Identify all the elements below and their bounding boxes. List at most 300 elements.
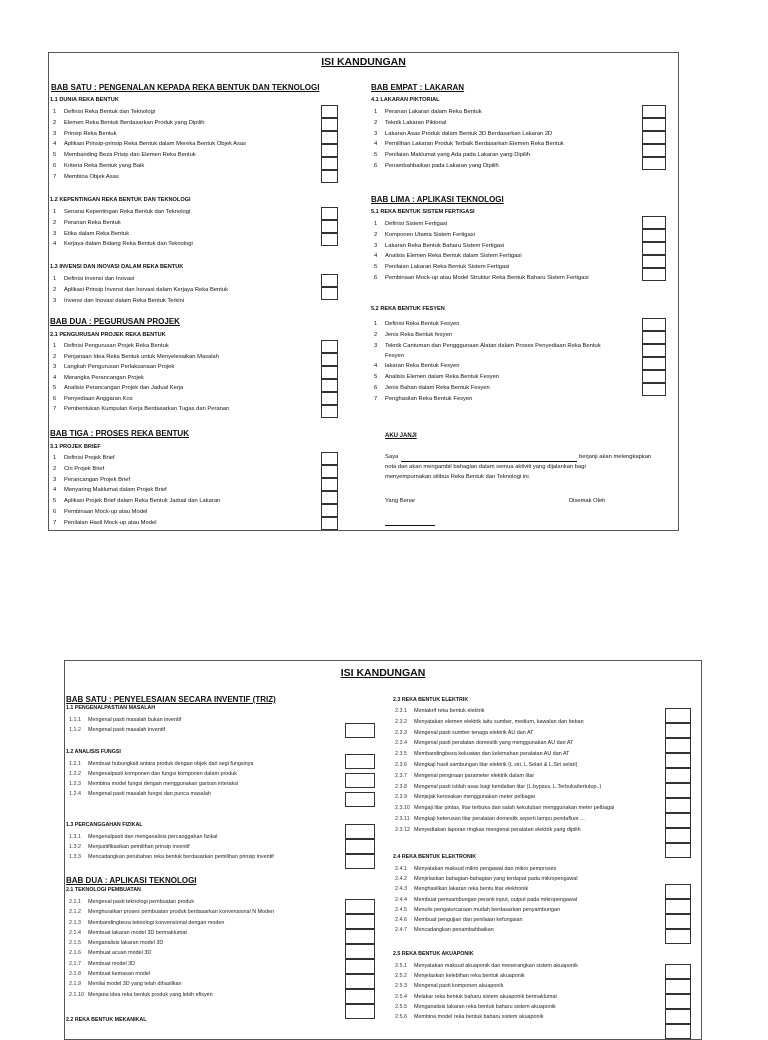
item-text: Definisi Projek Brief bbox=[64, 455, 115, 461]
checkbox[interactable] bbox=[642, 331, 666, 344]
checkbox[interactable] bbox=[345, 929, 375, 944]
list-item bbox=[69, 769, 369, 779]
checkbox[interactable] bbox=[321, 207, 338, 220]
item-number: 2.5.5 bbox=[395, 1003, 407, 1010]
item-text: Teknik Lakaran Piktorial bbox=[385, 119, 447, 126]
list-item bbox=[69, 948, 369, 958]
item-text: Mencadangkan penambahbaikan bbox=[414, 927, 494, 934]
item-text: lakaran Reka Bentuk Fesyen bbox=[385, 363, 460, 369]
item-text: Penghasilan Reka Bentuk Fesyen bbox=[385, 396, 473, 402]
checkbox[interactable] bbox=[345, 1004, 375, 1019]
item-text: Langkah Pengurusan Perlaksanaan Projek bbox=[64, 364, 175, 370]
item-number: 1.3.1 bbox=[69, 834, 81, 840]
checkbox[interactable] bbox=[665, 884, 691, 899]
item-text: Definisi Invensi dan Inovasi bbox=[64, 276, 135, 282]
checkbox[interactable] bbox=[345, 824, 375, 839]
checkbox[interactable] bbox=[345, 723, 375, 738]
checkbox[interactable] bbox=[665, 738, 691, 753]
item-text: Analisis Elemen Reka Bentuk dalam Sistem Fertigasi bbox=[385, 253, 522, 260]
item-number: 3 bbox=[53, 476, 57, 483]
list-item bbox=[395, 729, 695, 740]
list-item bbox=[395, 772, 695, 783]
list-item bbox=[374, 262, 642, 273]
item-number: 2.1.4 bbox=[69, 929, 81, 936]
section-title: 2.1 PENGURUSAN PROJEK REKA BENTUK bbox=[50, 332, 166, 338]
checkbox[interactable] bbox=[642, 242, 666, 255]
item-list bbox=[395, 961, 695, 1022]
list-item bbox=[395, 925, 695, 935]
item-number: 5 bbox=[53, 385, 57, 391]
item-list bbox=[374, 107, 642, 172]
section-title: 2.2 REKA BENTUK MEKANIKAL bbox=[66, 1017, 147, 1023]
item-text: Penilaian Lakaran Reka Bentuk Sistem Fertigasi bbox=[385, 264, 510, 271]
section-title: 1.2 ANALISIS FUNGSI bbox=[66, 749, 121, 755]
list-item bbox=[53, 352, 321, 363]
item-text: Lakaran Reka Bentuk Baharu Sistem Fertigasi bbox=[385, 242, 505, 249]
checkbox[interactable] bbox=[345, 959, 375, 974]
checkbox[interactable] bbox=[642, 105, 666, 118]
checkbox[interactable] bbox=[321, 287, 338, 300]
list-item bbox=[374, 273, 642, 284]
item-number: 2.5.1 bbox=[395, 963, 407, 969]
list-item bbox=[53, 239, 321, 250]
item-text: Kriteria Reka Bentuk yang Baik bbox=[64, 162, 145, 169]
item-number: 2.4.2 bbox=[395, 876, 407, 883]
list-item bbox=[374, 161, 642, 172]
item-text: Menjelaskan bahagian-bahagian yang terdapat pada mikropengawal bbox=[414, 876, 578, 883]
checkbox[interactable] bbox=[642, 344, 666, 357]
checkbox[interactable] bbox=[642, 318, 666, 331]
item-text: Menulis pengaturcaraan mudah berdasarkan penyambungan bbox=[414, 906, 560, 913]
checkbox[interactable] bbox=[345, 974, 375, 989]
item-number: 2.1.9 bbox=[69, 981, 81, 988]
checkbox[interactable] bbox=[665, 708, 691, 723]
item-number: 1.1.1 bbox=[69, 717, 81, 723]
checkbox[interactable] bbox=[345, 792, 375, 807]
checkbox[interactable] bbox=[665, 994, 691, 1009]
item-number: 3 bbox=[374, 242, 378, 249]
item-text: Mengkaji keterusan litar peralatan domestik seperti lampu pendafluor ... bbox=[414, 815, 585, 822]
checkbox[interactable] bbox=[321, 478, 338, 491]
item-number: 3 bbox=[53, 364, 57, 370]
list-item bbox=[53, 285, 321, 296]
list-item bbox=[395, 915, 695, 925]
list-item bbox=[53, 150, 321, 161]
list-item bbox=[53, 394, 321, 405]
item-number: 4 bbox=[53, 374, 57, 381]
checkbox[interactable] bbox=[642, 229, 666, 242]
item-text: Komponen Utama Sistem Fertigasi bbox=[385, 231, 475, 238]
checkbox[interactable] bbox=[345, 899, 375, 914]
list-item bbox=[69, 990, 369, 1000]
checkbox[interactable] bbox=[665, 783, 691, 798]
item-list bbox=[374, 319, 642, 405]
list-item bbox=[374, 383, 642, 394]
checkbox[interactable] bbox=[345, 854, 375, 869]
item-text: Aplikasi Projek Brief dalam Reka Bentuk Jadual dan Lakaran bbox=[64, 498, 221, 505]
checkbox[interactable] bbox=[345, 754, 375, 769]
list-item bbox=[53, 229, 321, 240]
item-number: 5 bbox=[374, 264, 378, 271]
list-item bbox=[53, 496, 321, 507]
contents-sheet-2 bbox=[64, 660, 702, 1040]
section-title: 3.1 PROJEK BRIEF bbox=[50, 444, 101, 450]
item-number: 7 bbox=[53, 519, 57, 526]
item-list bbox=[53, 453, 321, 529]
checkbox[interactable] bbox=[642, 268, 666, 281]
checkbox[interactable] bbox=[321, 118, 338, 131]
item-list bbox=[69, 759, 369, 799]
list-item bbox=[374, 118, 642, 129]
checkbox[interactable] bbox=[321, 491, 338, 504]
item-text: Melakar reka bentuk baharu sistem akuaponik bermaklumat bbox=[414, 993, 557, 1000]
item-number: 7 bbox=[53, 406, 57, 412]
section-title: 1.1 DUNIA REKA BENTUK bbox=[50, 97, 119, 103]
list-item bbox=[69, 907, 369, 917]
item-number: 1.2.3 bbox=[69, 781, 81, 787]
item-number: 4 bbox=[374, 363, 378, 369]
item-number: 3 bbox=[53, 230, 57, 237]
section-title: 2.5 REKA BENTUK AKUAPONIK bbox=[393, 951, 474, 957]
pledge-title: AKU JANJI bbox=[385, 433, 417, 439]
checkbox[interactable] bbox=[642, 157, 666, 170]
list-item bbox=[69, 715, 369, 725]
item-number: 2.5.3 bbox=[395, 983, 407, 990]
item-text: Menyatakan maksud akuaponik dan menerangkan sistem akuaponik bbox=[414, 963, 578, 969]
checkbox[interactable] bbox=[665, 964, 691, 979]
item-number: 6 bbox=[53, 162, 57, 169]
item-list bbox=[69, 832, 369, 862]
item-text: Pembentukan Kumpulan Kerja Berdasarkan Tugas dan Peranan bbox=[64, 406, 230, 412]
item-text: Penjanaan Idea Reka Bentuk untuk Menyelesaikan Masalah bbox=[64, 353, 220, 360]
item-text: Mengenal pasti masalah bukan inventif bbox=[88, 717, 182, 723]
checkbox[interactable] bbox=[345, 944, 375, 959]
checkbox[interactable] bbox=[321, 233, 338, 246]
item-text: Penyediaan Anggaran Kos bbox=[64, 395, 133, 402]
checkbox[interactable] bbox=[665, 843, 691, 858]
list-item bbox=[395, 815, 695, 826]
list-item bbox=[374, 341, 642, 361]
list-item bbox=[69, 725, 369, 735]
item-list bbox=[374, 219, 642, 284]
list-item bbox=[374, 394, 642, 405]
list-item bbox=[69, 959, 369, 969]
checkbox[interactable] bbox=[665, 813, 691, 828]
item-number: 4 bbox=[374, 141, 378, 148]
section-title: 2.3 REKA BENTUK ELEKTRIK bbox=[393, 697, 469, 703]
checkbox[interactable] bbox=[321, 366, 338, 379]
item-number: 2.1.5 bbox=[69, 940, 81, 947]
item-text: Penilaian Hasil Mock-up atau Model bbox=[64, 519, 157, 526]
list-item bbox=[395, 864, 695, 874]
checkbox[interactable] bbox=[665, 929, 691, 944]
item-number: 1 bbox=[53, 109, 57, 115]
checkbox[interactable] bbox=[321, 452, 338, 465]
item-number: 2 bbox=[53, 219, 57, 226]
checkbox[interactable] bbox=[665, 979, 691, 994]
item-list bbox=[53, 341, 321, 415]
sheet-title: ISI KANDUNGAN bbox=[321, 56, 406, 68]
item-number: 3 bbox=[374, 343, 378, 349]
item-text: Membina model reka bentuk baharu sistem akuaponik bbox=[414, 1014, 544, 1021]
item-number: 2 bbox=[53, 286, 57, 293]
list-item bbox=[53, 475, 321, 486]
list-item bbox=[69, 938, 369, 948]
item-text: Menjelaskan kelebihan reka bentuk akuaponik bbox=[414, 973, 525, 980]
section-title: 2.1 TEKNOLOGI PEMBUATAN bbox=[66, 887, 141, 893]
list-item bbox=[374, 107, 642, 118]
item-number: 2.5.4 bbox=[395, 993, 407, 1000]
list-item bbox=[374, 319, 642, 330]
checkbox[interactable] bbox=[345, 839, 375, 854]
item-text: Peranan Reka Bentuk bbox=[64, 219, 121, 226]
chapter-heading: BAB SATU : PENGENALAN KEPADA REKA BENTUK DAN TEKNOLOGI bbox=[51, 83, 320, 92]
item-text: Jenis Reka Bentuk fesyen bbox=[385, 332, 453, 338]
list-item bbox=[395, 750, 695, 761]
item-number: 2.3.9 bbox=[395, 794, 407, 801]
item-number: 2.5.6 bbox=[395, 1014, 407, 1021]
checkbox[interactable] bbox=[665, 828, 691, 843]
list-item bbox=[53, 118, 321, 129]
checkbox[interactable] bbox=[665, 1024, 691, 1039]
section-title: 2.4 REKA BENTUK ELEKTRONIK bbox=[393, 854, 477, 860]
checkbox[interactable] bbox=[642, 255, 666, 268]
list-item bbox=[395, 992, 695, 1002]
item-number: 2 bbox=[53, 465, 57, 472]
checkbox[interactable] bbox=[321, 105, 338, 118]
list-item bbox=[53, 507, 321, 518]
checkbox[interactable] bbox=[665, 1009, 691, 1024]
item-number: 1.3.3 bbox=[69, 854, 81, 860]
chapter-heading: BAB DUA : PEGURUSAN PROJEK bbox=[50, 317, 180, 326]
list-item bbox=[53, 341, 321, 352]
item-number: 1 bbox=[374, 221, 378, 227]
signature-label-right: Disemak Oleh bbox=[569, 498, 606, 504]
checkbox[interactable] bbox=[642, 357, 666, 370]
item-number: 2.4.4 bbox=[395, 896, 407, 903]
item-number: 2 bbox=[374, 231, 378, 238]
item-number: 2.3.5 bbox=[395, 751, 407, 758]
item-number: 1 bbox=[374, 321, 378, 327]
item-text: Analisis Perancangan Projek dan Jadual Kerja bbox=[64, 385, 184, 391]
item-number: 2.4.7 bbox=[395, 927, 407, 934]
item-text: Perancangan Projek Brief bbox=[64, 476, 131, 483]
checkbox[interactable] bbox=[642, 131, 666, 144]
list-item bbox=[53, 129, 321, 140]
item-list bbox=[69, 715, 369, 735]
list-item bbox=[53, 383, 321, 394]
item-text: Menghasilkan lakaran reka bentu litar elektronik bbox=[414, 886, 529, 893]
list-item bbox=[395, 961, 695, 971]
item-number: 2.4.3 bbox=[395, 886, 407, 893]
item-number: 2.3.4 bbox=[395, 740, 407, 747]
checkbox[interactable] bbox=[345, 989, 375, 1004]
list-item bbox=[374, 150, 642, 161]
checkbox[interactable] bbox=[665, 798, 691, 813]
checkbox[interactable] bbox=[321, 220, 338, 233]
item-text: Mencadangkan perubahan reka bentuk berdasarkan pemilihan prinsip inventif bbox=[88, 854, 274, 860]
checkbox[interactable] bbox=[321, 131, 338, 144]
item-list bbox=[69, 897, 369, 1000]
item-number: 2 bbox=[53, 119, 57, 126]
item-text: Pembinaan Mock-up atau Model Struktur Reka Bentuk Baharu Sistem Fertigasi bbox=[385, 274, 589, 281]
item-number: 5 bbox=[53, 498, 57, 505]
item-text: Membuat pemsambungan peranti input, output pada mikropengawal bbox=[414, 896, 578, 903]
checkbox[interactable] bbox=[345, 773, 375, 788]
item-number: 6 bbox=[53, 508, 57, 515]
item-text: Mengaji litar pintas, litar terbuka dan salah kekutuban menggunakan meter pelbagai bbox=[414, 805, 615, 812]
item-text: Menganalisis lakaran reka bentuk baharu sistem akuaponik bbox=[414, 1003, 556, 1010]
checkbox[interactable] bbox=[345, 914, 375, 929]
section-title: 1.3 INVENSI DAN INOVASI DALAM REKA BENTUK bbox=[50, 264, 184, 270]
item-text: Definisi Reka Bentuk dan Teknologi bbox=[64, 109, 156, 115]
item-number: 5 bbox=[374, 374, 378, 380]
item-text: Pemilihan Lakaran Produk Terbaik Berdasarkan Elemen Reka Bentuk bbox=[385, 141, 564, 148]
item-text: Membanding Beza Prisip dan Elemen Reka Bentuk bbox=[64, 152, 196, 159]
item-text: Menyatakan maksud mikro pengawal dan mikro pemproses bbox=[414, 866, 557, 872]
item-number: 1 bbox=[374, 109, 378, 115]
list-item bbox=[374, 241, 642, 252]
list-item bbox=[69, 852, 369, 862]
list-item bbox=[69, 928, 369, 938]
checkbox[interactable] bbox=[321, 517, 338, 530]
list-item bbox=[69, 969, 369, 979]
item-number: 2.3.10 bbox=[395, 805, 410, 812]
list-item bbox=[69, 842, 369, 852]
list-item bbox=[395, 783, 695, 794]
item-text: Membandingbeza teknologi konvensional dengan moden bbox=[88, 919, 225, 926]
checkbox[interactable] bbox=[321, 157, 338, 170]
checkbox[interactable] bbox=[642, 216, 666, 229]
list-item bbox=[53, 362, 321, 373]
item-number: 2.3.2 bbox=[395, 718, 407, 725]
checkbox[interactable] bbox=[321, 379, 338, 392]
list-item bbox=[395, 905, 695, 915]
item-text: Mentakrif reka bentuk elektrik bbox=[414, 708, 485, 714]
item-number: 2.3.1 bbox=[395, 708, 407, 714]
list-item bbox=[395, 981, 695, 991]
checkbox[interactable] bbox=[665, 753, 691, 768]
item-text: Membuat kemasan model bbox=[88, 971, 151, 978]
item-text: Elemen Reka Bentuk Berdasarkan Produk yang Dipilih bbox=[64, 119, 205, 126]
checkbox[interactable] bbox=[321, 144, 338, 157]
list-item bbox=[395, 895, 695, 905]
item-number: 5 bbox=[374, 152, 378, 159]
item-text: Invensi dan Inovasi dalam Reka Bentuk Terkini bbox=[64, 297, 185, 304]
list-item bbox=[374, 230, 642, 241]
item-text: Menghuraikan proses pembuatan produk berdasarkan konvensional N Moden bbox=[88, 909, 275, 916]
item-list bbox=[53, 207, 321, 250]
checkbox[interactable] bbox=[321, 465, 338, 478]
item-number: 2.3.8 bbox=[395, 783, 407, 790]
list-item bbox=[395, 793, 695, 804]
item-text: Definisi Reka Bentuk Fesyen bbox=[385, 321, 460, 327]
item-number: 4 bbox=[53, 241, 57, 248]
item-number: 2.3.6 bbox=[395, 761, 407, 768]
item-text: Senarai Kepentingan Reka Bentuk dan Teknologi bbox=[64, 209, 191, 215]
checkbox[interactable] bbox=[665, 899, 691, 914]
item-text: Menjana idea reka bentuk produk yang lebih efisyen bbox=[88, 991, 213, 998]
chapter-heading: BAB TIGA : PROSES REKA BENTUK bbox=[50, 429, 189, 438]
checkbox[interactable] bbox=[665, 914, 691, 929]
item-number: 2.3.11 bbox=[395, 815, 410, 822]
checkbox[interactable] bbox=[321, 170, 338, 183]
checkbox[interactable] bbox=[642, 370, 666, 383]
checkbox[interactable] bbox=[321, 274, 338, 287]
checkbox[interactable] bbox=[321, 504, 338, 517]
item-text: Peranan Lakaran dalam Reka Bentuk bbox=[385, 109, 482, 115]
item-text: Definisi Sistem Fertigasi bbox=[385, 221, 448, 227]
list-item bbox=[374, 330, 642, 341]
item-number: 1.2.2 bbox=[69, 771, 81, 777]
item-text: Membuat acuan model 3D bbox=[88, 950, 152, 957]
item-number: 2.3.12 bbox=[395, 826, 410, 833]
list-item bbox=[374, 139, 642, 150]
item-number: 1.3.2 bbox=[69, 844, 81, 850]
list-item bbox=[374, 251, 642, 262]
list-item bbox=[374, 219, 642, 230]
item-text: Membuat hubungkait antara produk dengan objek dari segi fungsinya bbox=[88, 761, 254, 767]
section-title: 4.1 LAKARAN PIKTORIAL bbox=[371, 97, 440, 103]
item-number: 2.4.6 bbox=[395, 917, 407, 924]
list-item bbox=[53, 404, 321, 415]
list-item bbox=[53, 518, 321, 529]
item-text: Mengenal pasti teknologi pembuatan produk bbox=[88, 899, 195, 905]
item-number: 2.4.5 bbox=[395, 906, 407, 913]
item-number: 1.1.2 bbox=[69, 727, 81, 733]
list-item bbox=[53, 274, 321, 285]
item-number: 4 bbox=[53, 487, 57, 494]
list-item bbox=[395, 884, 695, 894]
item-text: Membuat pengujian dan penilaian kefungsian bbox=[414, 917, 523, 924]
list-item bbox=[53, 485, 321, 496]
signature-line bbox=[385, 525, 435, 526]
section-title: 5.1 REKA BENTUK SISTEM FERTIGASI bbox=[371, 209, 475, 215]
item-text: Merangka Perancangan Projek bbox=[64, 374, 144, 381]
list-item bbox=[53, 139, 321, 150]
checkbox[interactable] bbox=[665, 768, 691, 783]
list-item bbox=[53, 453, 321, 464]
checkbox[interactable] bbox=[321, 405, 338, 418]
item-number: 2.4.1 bbox=[395, 866, 407, 872]
item-number: 4 bbox=[374, 253, 378, 260]
item-text: Mengenal pasti peralatan domestik yang menggunakan AU dan AT bbox=[414, 740, 574, 747]
item-text: Membina model fungsi dengan menggunakan garisan interaksi bbox=[88, 781, 239, 787]
item-number: 1 bbox=[53, 343, 57, 349]
item-number: 3 bbox=[53, 130, 57, 137]
item-text: Aplikasi Prinsip-prinsip Reka Bentuk dalam Mereka Bentuk Objek Asas bbox=[64, 141, 247, 148]
list-item bbox=[395, 874, 695, 884]
list-item bbox=[374, 372, 642, 383]
item-number: 2 bbox=[374, 119, 378, 126]
list-item bbox=[53, 207, 321, 218]
checkbox[interactable] bbox=[665, 723, 691, 738]
checkbox[interactable] bbox=[642, 383, 666, 396]
list-item bbox=[69, 789, 369, 799]
item-list bbox=[395, 864, 695, 935]
chapter-heading: BAB SATU : PENYELESAIAN SECARA INVENTIF (TRIZ) bbox=[66, 695, 276, 704]
list-item bbox=[69, 897, 369, 907]
list-item bbox=[395, 1012, 695, 1022]
list-item bbox=[395, 1002, 695, 1012]
checkbox[interactable] bbox=[321, 392, 338, 405]
checkbox[interactable] bbox=[321, 353, 338, 366]
checkbox[interactable] bbox=[642, 118, 666, 131]
checkbox[interactable] bbox=[642, 144, 666, 157]
checkbox[interactable] bbox=[321, 340, 338, 353]
item-text: Menilai model 3D yang telah dihasilkan bbox=[88, 981, 182, 988]
list-item bbox=[395, 707, 695, 718]
